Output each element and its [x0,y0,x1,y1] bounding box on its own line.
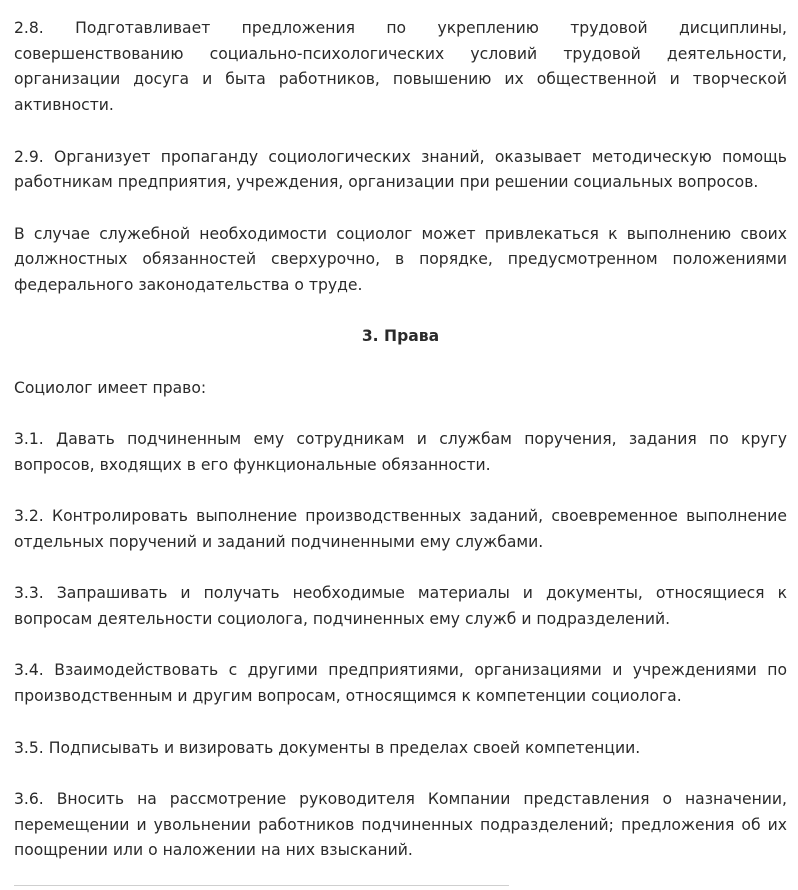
paragraph-3-6: 3.6. Вносить на рассмотрение руководителя Компании представления о назначении, перемещении и увольнении работников подчиненных подразделений; предложения об их поощрении или о наложении на них взысканий. [14,789,787,860]
paragraph-3-3: 3.3. Запрашивать и получать необходимые материалы и документы, относящиеся к вопросам деятельности социолога, подчиненных ему служб и подразделений. [14,584,787,629]
paragraph-2-9: 2.9. Организует пропаганду социологических знаний, оказывает методическую помощь работникам предприятия, учреждения, организации при решении социальных вопросов. [14,147,787,192]
paragraph-overtime: В случае служебной необходимости социолог может привлекаться к выполнению своих должностных обязанностей сверхурочно, в порядке, предусмотренном положениями федерального законодательства о труде. [14,224,787,294]
section-title-rights: 3. Права [361,327,440,346]
paragraph-3-5: 3.5. Подписывать и визировать документы в пределах своей компетенции. [14,738,641,757]
paragraph-2-8: 2.8. Подготавливает предложения по укреплению трудовой дисциплины, совершенствованию социально-психологических условий трудовой деятельности, организации досуга и быта работников, повышению их общественной и творческой активности. [14,19,787,115]
paragraph-3-4: 3.4. Взаимодействовать с другими предприятиями, организациями и учреждениями по производственным и другим вопросам, относящимся к компетенции социолога. [14,661,787,706]
paragraph-3-2: 3.2. Контролировать выполнение производственных заданий, своевременное выполнение отдельных поручений и заданий подчиненными ему службами. [14,507,787,551]
rights-intro: Социолог имеет право: [14,378,207,397]
footer-divider [14,885,509,886]
document-body [14,16,787,890]
paragraph-3-1: 3.1. Давать подчиненным ему сотрудникам и службам поручения, задания по кругу вопросов, входящих в его функциональные обязанности. [14,430,787,474]
